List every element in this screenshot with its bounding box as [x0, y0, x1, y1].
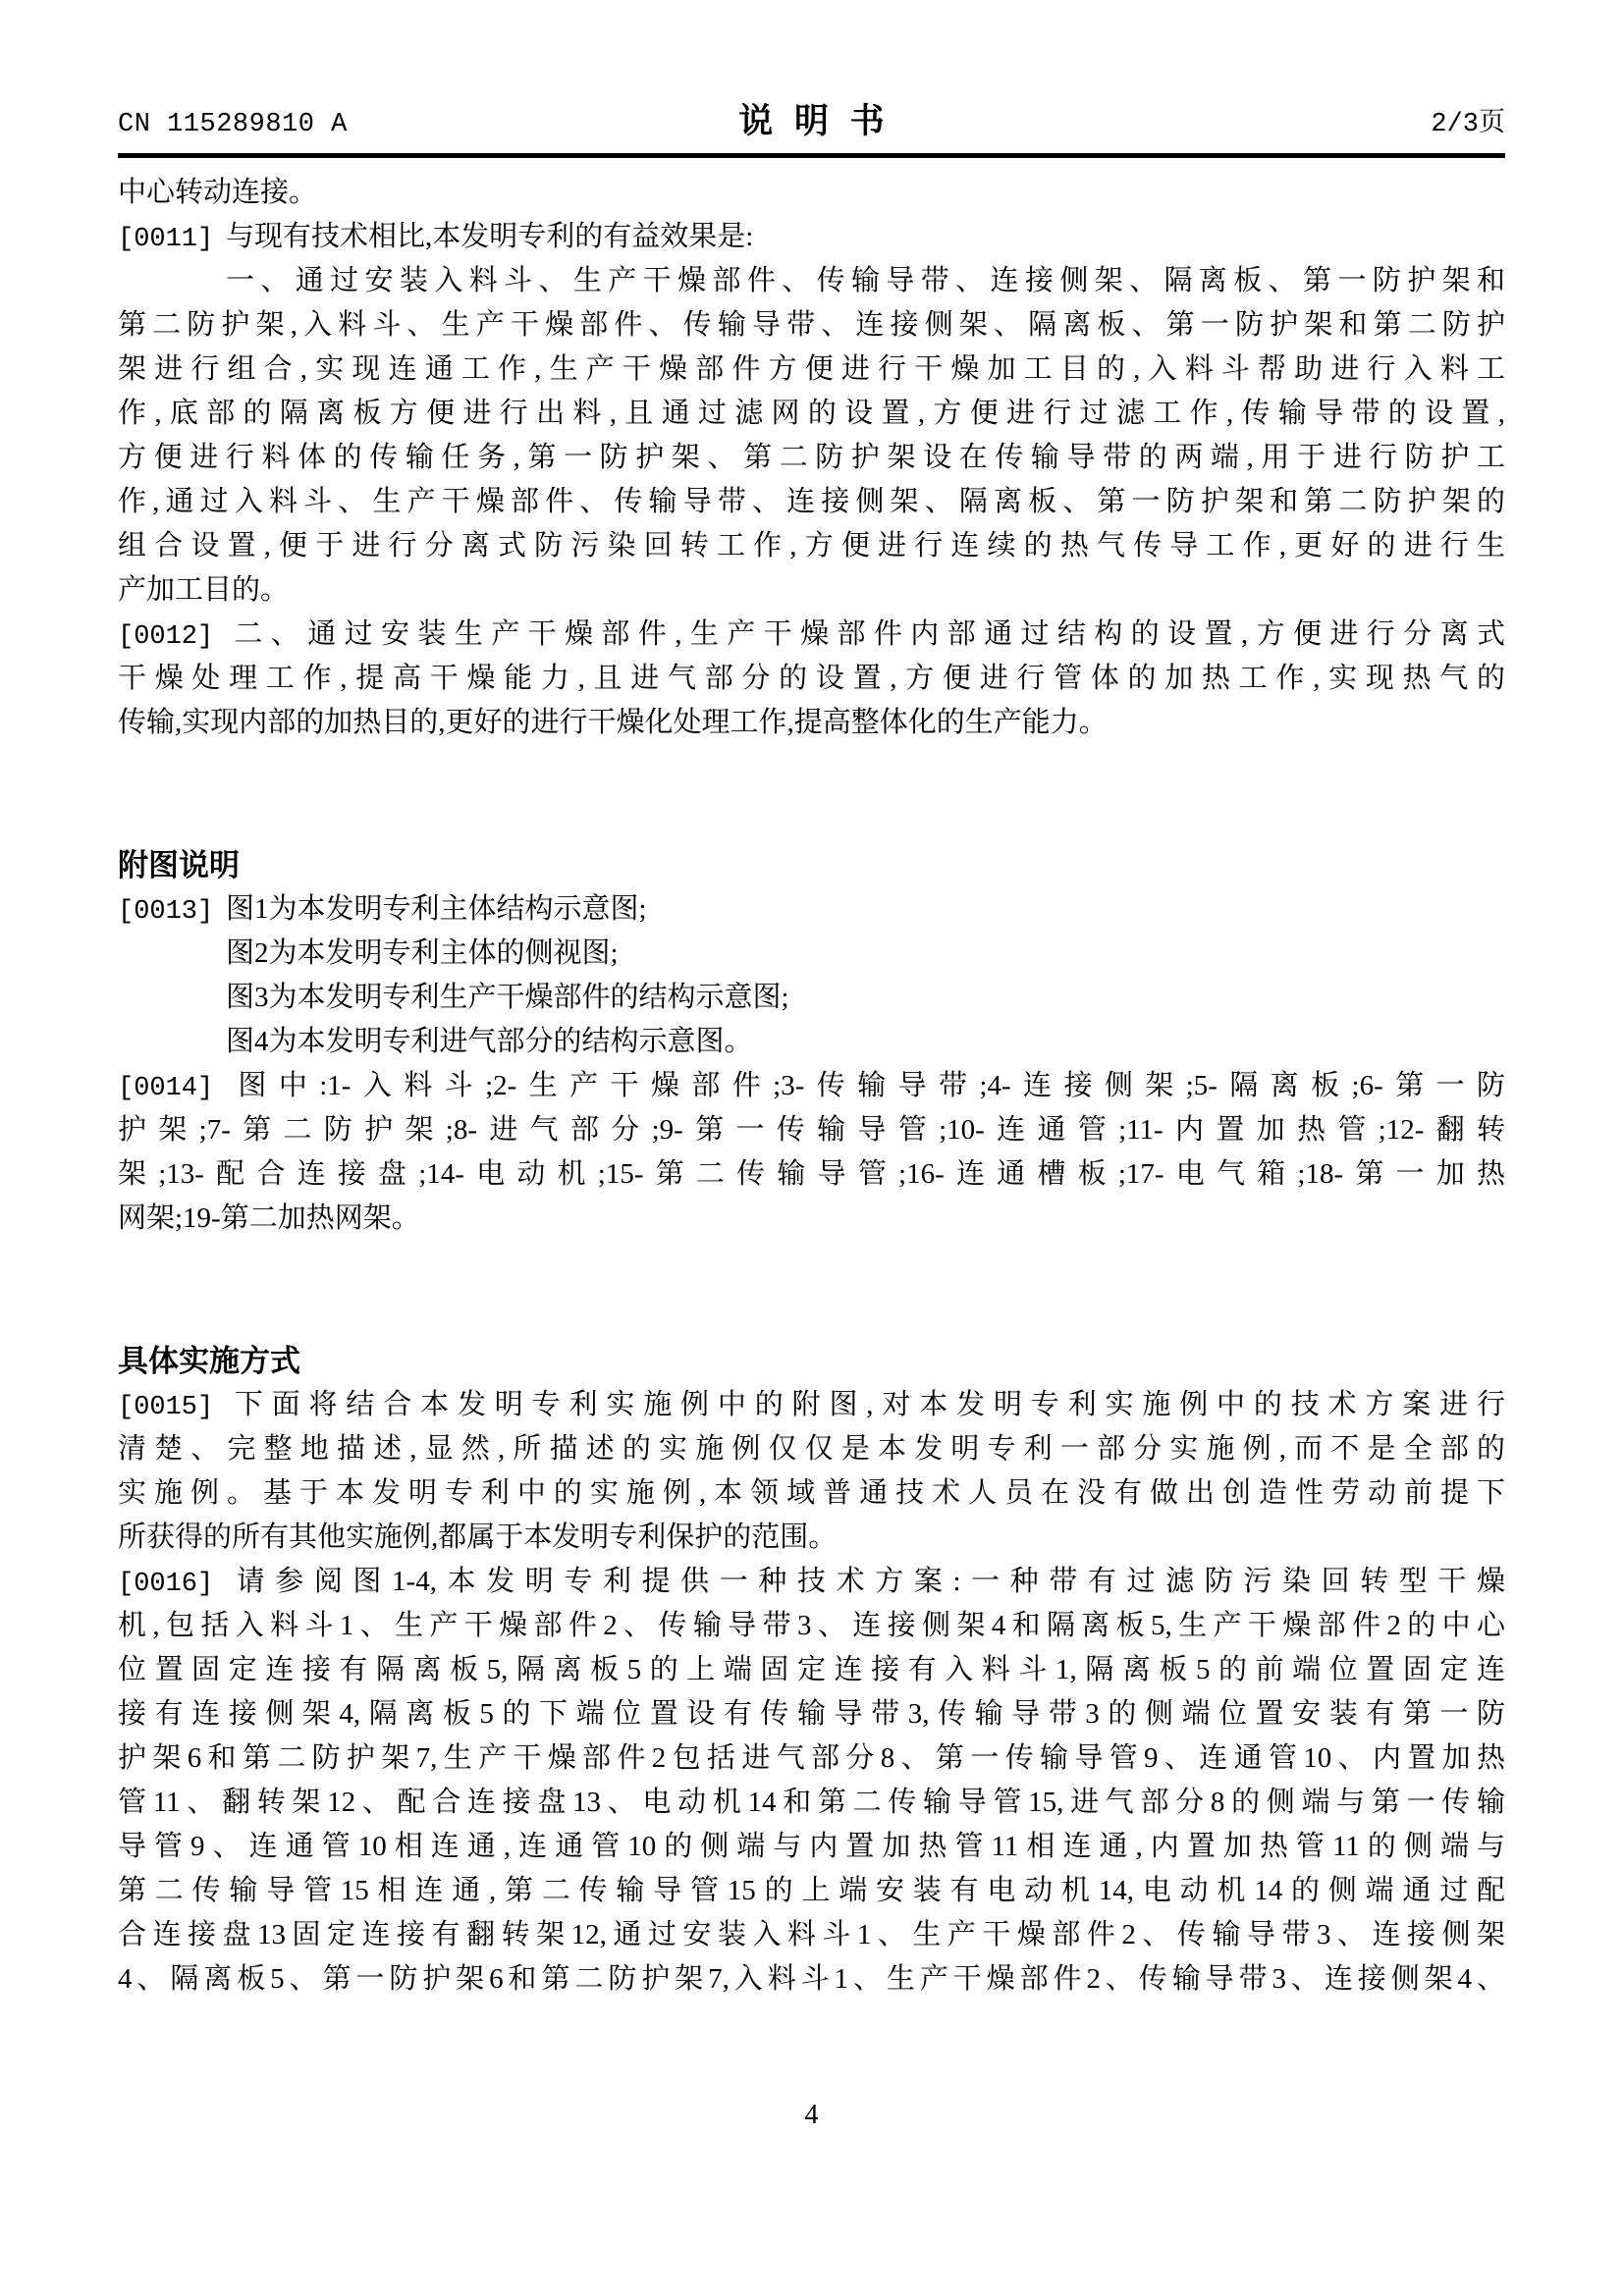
text-line: 位置固定连接有隔离板5,隔离板5的上端固定连接有入料斗1,隔离板5的前端位置固定连 [118, 1654, 1505, 1685]
paragraph-text: 请参阅图1-4,本发明专利提供一种技术方案:一种带有过滤防污染回转型干燥 [226, 1566, 1505, 1597]
text-line [118, 1383, 1505, 1427]
page-number: 4 [804, 2100, 819, 2130]
text-line: 导管9、连通管10相连通,连通管10的侧端与内置加热管11相连通,内置加热管11的侧端与 [118, 1831, 1505, 1862]
text-line: 护架;7-第二防护架;8-进气部分;9-第一传输导管;10-连通管;11-内置加热管;12-翻转 [118, 1114, 1505, 1146]
paragraph-text: 图1为本发明专利主体结构示意图; [226, 893, 647, 925]
text-line: 4、隔离板5、第一防护架6和第二防护架7,入料斗1、生产干燥部件2、传输导带3、连接侧架4、 [118, 1963, 1505, 1995]
text-line: 图2为本发明专利主体的侧视图; [226, 937, 619, 969]
section-heading: 具体实施方式 [118, 1344, 300, 1378]
text-line: 中心转动连接。 [118, 177, 318, 208]
text-line: 接有连接侧架4,隔离板5的下端位置设有传输导带3,传输导带3的侧端位置安装有第一防 [118, 1698, 1505, 1730]
text-line: 传输,实现内部的加热目的,更好的进行干燥化处理工作,提高整体化的生产能力。 [118, 707, 1108, 738]
text-line: 合连接盘13固定连接有翻转架12,通过安装入料斗1、生产干燥部件2、传输导带3、连接侧架 [118, 1919, 1505, 1950]
text-line [118, 1064, 1505, 1108]
text-line: 组合设置,便于进行分离式防污染回转工作,方便进行连续的热气传导工作,更好的进行生 [118, 530, 1505, 561]
paragraph-text: 二、通过安装生产干燥部件,生产干燥部件内部通过结构的设置,方便进行分离式 [226, 618, 1505, 650]
text-line: 网架;19-第二加热网架。 [118, 1202, 420, 1234]
text-line: 第二传输导管15相连通,第二传输导管15的上端安装有电动机14,电动机14的侧端通过配 [118, 1875, 1505, 1906]
paragraph-tag: [0014] [118, 1074, 214, 1103]
paragraph-tag: [0013] [118, 897, 214, 927]
section-heading: 附图说明 [118, 848, 240, 882]
document-title: 说明书 [738, 102, 906, 140]
paragraph-text: 图中:1-入料斗;2-生产干燥部件;3-传输导带;4-连接侧架;5-隔离板;6-第一防 [226, 1070, 1505, 1101]
page-indicator: 2/3页 [1431, 110, 1505, 139]
text-line: 方便进行料体的传输任务,第一防护架、第二防护架设在传输导带的两端,用于进行防护工 [118, 442, 1505, 473]
text-line: 干燥处理工作,提高干燥能力,且进气部分的设置,方便进行管体的加热工作,实现热气的 [118, 663, 1505, 694]
text-line: 作,底部的隔离板方便进行出料,且通过滤网的设置,方便进行过滤工作,传输导带的设置, [118, 398, 1505, 429]
page-footer [118, 2100, 1505, 2131]
paragraph-text: 与现有技术相比,本发明专利的有益效果是: [226, 221, 754, 252]
paragraph-tag: [0015] [118, 1393, 214, 1422]
text-line [118, 887, 1505, 932]
text-line [118, 1560, 1505, 1604]
text-line: 产加工目的。 [118, 574, 290, 606]
paragraph-text: 下面将结合本发明专利实施例中的附图,对本发明专利实施例中的技术方案进行 [226, 1389, 1505, 1420]
text-line: 一、通过安装入料斗、生产干燥部件、传输导带、连接侧架、隔离板、第一防护架和 [226, 265, 1505, 296]
text-line [118, 613, 1505, 657]
text-line: 第二防护架,入料斗、生产干燥部件、传输导带、连接侧架、隔离板、第一防护架和第二防护 [118, 309, 1505, 341]
document-body [118, 171, 1505, 2002]
text-line: 作,通过入料斗、生产干燥部件、传输导带、连接侧架、隔离板、第一防护架和第二防护架的 [118, 486, 1505, 517]
header-rule [118, 153, 1505, 158]
page-header [118, 0, 1505, 143]
text-line: 实施例。基于本发明专利中的实施例,本领域普通技术人员在没有做出创造性劳动前提下 [118, 1477, 1505, 1509]
text-line: 管11、翻转架12、配合连接盘13、电动机14和第二传输导管15,进气部分8的侧端与第一传输 [118, 1787, 1505, 1818]
text-line: 清楚、完整地描述,显然,所描述的实施例仅仅是本发明专利一部分实施例,而不是全部的 [118, 1433, 1505, 1465]
text-line: 机,包括入料斗1、生产干燥部件2、传输导带3、连接侧架4和隔离板5,生产干燥部件2的中心 [118, 1610, 1505, 1641]
paragraph-tag: [0012] [118, 622, 214, 652]
document-number: CN 115289810 A [118, 110, 348, 139]
paragraph-tag: [0011] [118, 225, 214, 254]
text-line [118, 215, 1505, 259]
text-line: 图4为本发明专利进气部分的结构示意图。 [226, 1026, 753, 1057]
text-line: 所获得的所有其他实施例,都属于本发明专利保护的范围。 [118, 1522, 838, 1553]
text-line: 图3为本发明专利生产干燥部件的结构示意图; [226, 982, 789, 1013]
text-line: 架进行组合,实现连通工作,生产干燥部件方便进行干燥加工目的,入料斗帮助进行入料工 [118, 353, 1505, 385]
paragraph-tag: [0016] [118, 1570, 214, 1599]
text-line: 架;13-配合连接盘;14-电动机;15-第二传输导管;16-连通槽板;17-电气箱;18-第一加热 [118, 1158, 1505, 1190]
text-line: 护架6和第二防护架7,生产干燥部件2包括进气部分8、第一传输导管9、连通管10、内置加热 [118, 1742, 1505, 1774]
